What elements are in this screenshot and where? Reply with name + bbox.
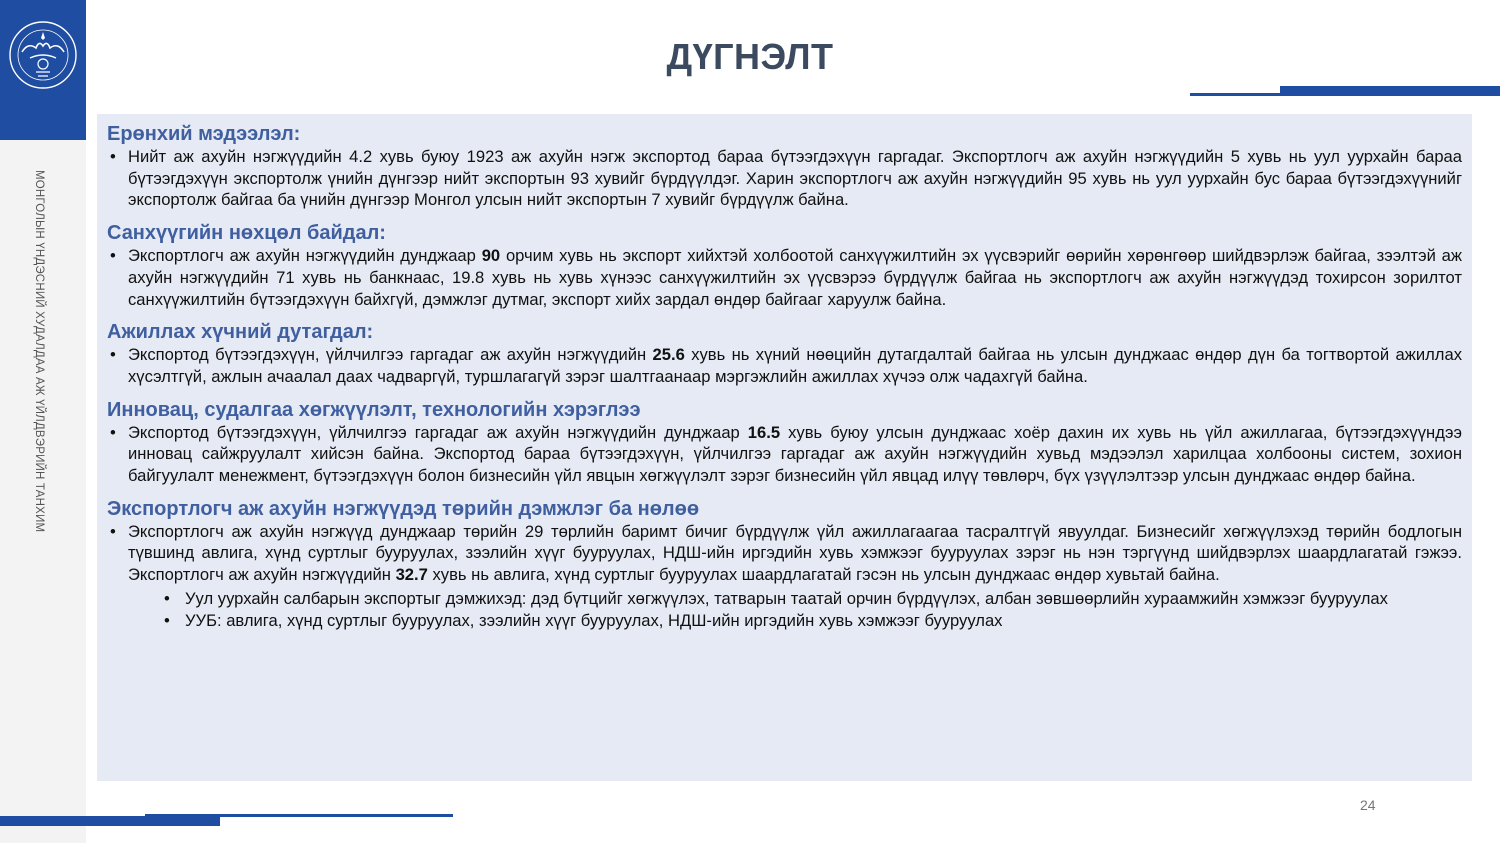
- bullet-list: [107, 146, 1462, 211]
- bullet-text: Экспортод бүтээгдэхүүн, үйлчилгээ гаргадаг аж ахуйн нэгжүүдийн: [128, 345, 653, 365]
- bullet-list: [107, 344, 1462, 387]
- bullet-list: [107, 245, 1462, 310]
- bullet-text: орчим хувь нь экспорт хийхтэй холбоотой санхүүжилтийн эх үүсвэрийг өөрийн хөрөнгөөр шийдвэрлэж байгаа, зээлтэй аж ахуйн нэгжүүдийн 71 хувь нь банкнаас, 19.8 хувь нь хувь хүнээс санхүүжилтийн эх үүсвэрээ бүрдүүлж байгаа нь экспортлогч аж ахуйн нэгжүүдэд тохирсон зорилтот санхүүжилтийн бүтээгдэхүүн байхгүй, дэмжлэг дутмаг, экспорт хийх зардал өндөр байгааг харуулж байна.: [128, 246, 1462, 309]
- bullet-text: хувь буюу улсын дунджаас хоёр дахин их хувь нь үйл ажиллагаа, бүтээгдэхүүндээ инновац сайжруулалт хийсэн байна. Экспортод бараа бүтээгдэхүүн, үйлчилгээ гаргадаг аж ахуйн нэгжүүдийн хувьд мэдээлэл харилцаа холбооны систем, зохион байгуулалт менежмент, бүтээгдэхүүн болон бизнесийн үйл явцын хөгжүүлэлт зэрэг бизнесийн үйл явцад илүү төвлөрч, бүх үзүүлэлтээр улсын дунджаас өндөр байна.: [128, 422, 1462, 486]
- section-heading: Санхүүгийн нөхцөл байдал:: [107, 222, 386, 245]
- bullet-text: Экспортлогч аж ахуйн нэгжүүдийн дунджаар: [128, 246, 482, 266]
- bullet-item: [107, 344, 1462, 387]
- section-heading: Ерөнхий мэдээлэл:: [107, 123, 301, 145]
- bullet-text: Экспортлогч аж ахуйн нэгжүүд дунджаар төрийн 29 төрлийн баримт бичиг бүрдүүлж үйл ажиллагаагаа тасралтгүй явуулдаг. Бизнесийг хөгжүүлэхэд төрийн бодлогын түвшинд авлига, хүнд суртлыг бууруулах, зээлийн хүүг бууруулах, НДШ-ийн иргэдийн хувь хэмжээг бууруулах зэрэг нь нэн тэргүүнд шийдвэрлэх шаардлагатай гэжээ. Экспортлогч аж ахуйн нэгжүүдийн: [128, 521, 1462, 585]
- bullet-list: [107, 422, 1462, 487]
- sub-bullet-item: • Уул уурхайн салбарын экспортыг дэмжихэд: дэд бүтцийг хөгжүүлэх, татварын таатай орчин бүрдүүлэх, албан зөвшөөрлийн хураамжийн хэмжээг бууруулах: [164, 588, 1462, 610]
- section-heading: Инновац, судалгаа хөгжүүлэлт, технологийн хэрэглээ: [107, 398, 641, 421]
- bullet-item: [107, 521, 1462, 586]
- summary-panel: [97, 114, 1472, 781]
- organization-name: МОНГОЛЫН ҮНДЭСНИЙ ХУДАЛДАА АЖ ҮЙЛДВЭРИЙН ТАНХИМ: [33, 170, 45, 533]
- bullet-highlight: 90: [481, 246, 501, 266]
- bullet-highlight: 16.5: [747, 422, 781, 442]
- bullet-text: хувь нь хүний нөөцийн дутагдалтай байгаа нь улсын дунджаас өндөр дүн ба тогтвортой ажиллах хүсэлтгүй, ажлын ачаалал даах чадваргүй, туршлагагүй зэрэг шалтгаанаар мэргэжлийн ажиллах хүчээ олж чадахгүй байна.: [128, 345, 1462, 386]
- bullet-text: Экспортод бүтээгдэхүүн, үйлчилгээ гаргадаг аж ахуйн нэгжүүдийн дунджаар: [128, 422, 748, 442]
- sub-bullet-item: • УУБ: авлига, хүнд суртлыг бууруулах, зээлийн хүүг бууруулах, НДШ-ийн иргэдийн хувь хэмжээг бууруулах: [164, 610, 1462, 632]
- sub-bullet-list: [107, 588, 1462, 631]
- section-heading: Экспортлогч аж ахуйн нэгжүүдэд төрийн дэмжлэг ба нөлөө: [107, 497, 700, 520]
- bullet-list: [107, 521, 1462, 586]
- sidebar: [0, 0, 86, 843]
- bullet-highlight: 25.6: [652, 345, 685, 365]
- page-number: 24: [1360, 797, 1376, 813]
- bullet-highlight: 32.7: [395, 565, 428, 585]
- section-heading: Ажиллах хүчний дутагдал:: [107, 321, 374, 344]
- bullet-item: [107, 422, 1462, 487]
- bullet-text: хувь нь авлига, хүнд суртлыг бууруулах шаардлагатай гэсэн нь улсын дунджаас өндөр хувьтай байна.: [427, 565, 1220, 585]
- footer-accent-bar: [0, 816, 220, 826]
- bullet-item: • Нийт аж ахуйн нэгжүүдийн 4.2 хувь буюу 1923 аж ахуйн нэгж экспортод бараа бүтээгдэхүүн гаргадаг. Экспортлогч аж ахуйн нэгжүүдийн 5 хувь нь уул уурхайн бараа бүтээгдэхүүн экспортолж үнийн дүнгээр нийт экспортын 93 хувийг бүрдүүлдэг. Харин экспортлогч аж ахуйн нэгжүүдийн 95 хувь нь уул уурхайн бус бараа бүтээгдэхүүнийг экспортолж байгаа ба үнийн дүнгээр Монгол улсын нийт экспортын 7 хувийг бүрдүүлж байна.: [107, 146, 1462, 211]
- title-accent-bar: [1280, 86, 1500, 96]
- bullet-item: [107, 245, 1462, 310]
- page-title: ДҮГНЭЛТ: [666, 36, 834, 77]
